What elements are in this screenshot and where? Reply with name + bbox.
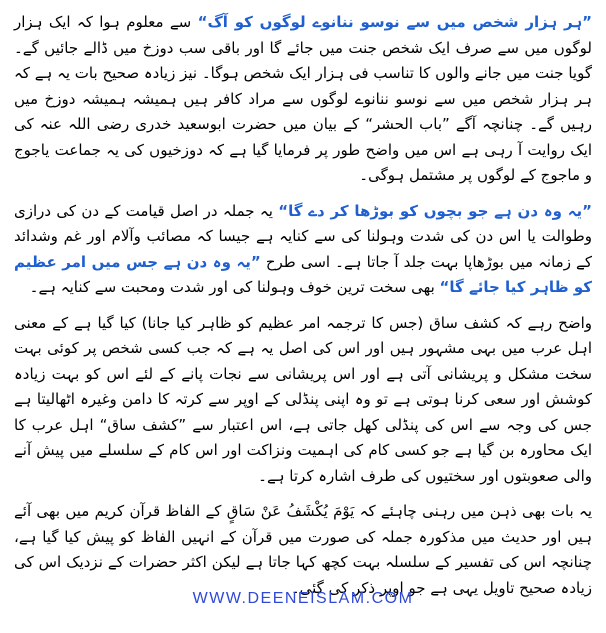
paragraph <box>14 199 592 301</box>
quoted-hadith-phrase: ”ہر ہزار شخص میں سے نوسو ننانوے لوگوں کو آگ“ <box>197 13 592 31</box>
paragraph <box>14 499 592 601</box>
quoted-hadith-phrase: ”یہ وہ دن ہے جو بچوں کو بوڑھا کر دے گا“ <box>278 201 592 220</box>
paragraph-gap <box>14 489 592 499</box>
paragraph-gap <box>14 189 592 199</box>
quoted-hadith-phrase: ”یہ وہ دن ہے جس میں امر عظیم کو ظاہر کیا جائے گا“ <box>14 252 592 296</box>
paragraph-gap <box>14 301 592 311</box>
paragraph <box>14 311 592 490</box>
paragraph-text: سے معلوم ہوا کہ ایک ہزار لوگوں میں سے صرف ایک شخص جنت میں جائے گا اور باقی سب دوزخ میں ڈالے جائیں گے۔ گویا جنت میں جانے والوں کا تناسب فی ہزار ایک شخص ہوگا۔ نیز زیادہ صحیح بات یہ ہے کہ ہر ہزار شخص میں سے نوسو ننانوے لوگوں سے مراد کافر ہیں ہمیشہ ہمیشہ دوزخ میں رہیں گے۔ چنانچہ آگے ”باب الحشر“ کے بیان میں حضرت ابوسعید خدری رضی اللہ عنہ کی ایک روایت آ رہی ہے اس میں واضح طور پر فرمایا گیا ہے کہ دوزخیوں کی یہ جماعت یاجوج و ماجوج کے لوگوں پر مشتمل ہوگی۔ <box>14 13 592 184</box>
site-footer-url[interactable]: WWW.DEENEISLAM.COM <box>192 590 414 607</box>
paragraph-text: یہ جملہ در اصل قیامت کے دن کی درازی وطوالت یا اس دن کی شدت وہولنا کی سے کنایہ ہے جیسا کہ مصائب وآلام اور غم وشدائد کے زمانہ میں بوڑھاپا بہت جلد آ جاتا ہے۔ اسی طرح <box>14 201 592 271</box>
paragraph-text: یہ بات بھی ذہن میں رہنی چاہئے کہ يَوْمَ يُكْشَفُ عَنْ سَاقٍ کے الفاظ قرآن کریم میں بھی آئے ہیں اور حدیث میں مذکورہ جملہ کی صورت میں قرآن کے انہیں الفاظ کو پیش کیا گیا ہے، چنانچہ اس کی تفسیر کے سلسلہ بہت کچھ کہا جاتا ہے لیکن اکثر حضرات کے نزدیک اس کی زیادہ صحیح تاویل یہی ہے جو اوپر ذکر کی گئی۔ <box>14 502 592 597</box>
paragraph-text: بھی سخت ترین خوف وہولنا کی اور شدت ومحبت سے کنایہ ہے۔ <box>29 278 440 296</box>
article-body <box>14 10 592 601</box>
paragraph <box>14 10 592 189</box>
paragraph-text: واضح رہے کہ کشف ساق (جس کا ترجمہ امر عظیم کو ظاہر کیا جانا) کیا گیا ہے کے معنی اہل عرب میں بہی مشہور ہیں اور اس کی اصل یہ ہے کہ جب کسی شخص پر کوئی بہت سخت مشکل و پریشانی آتی ہے اور اس پریشانی سے نجات پانے کے لئے اس کو بہت زیادہ کوشش اور سعی کرنا ہوتی ہے تو وہ اپنی پنڈلی کے اوپر سے کرتہ کا دامن وغیرہ اٹھالیتا ہے جس کی وجہ سے اس کی پنڈلی کھل جاتی ہے، اس اعتبار سے ”کشف ساق“ اہل عرب کا ایک محاورہ بن گیا ہے جو کسی کام کی اہمیت ونزاکت اور اس کام کے سلسلے میں پیش آنے والی صعوبتوں اور سختیوں کی طرف اشارہ کرتا ہے۔ <box>14 313 592 485</box>
